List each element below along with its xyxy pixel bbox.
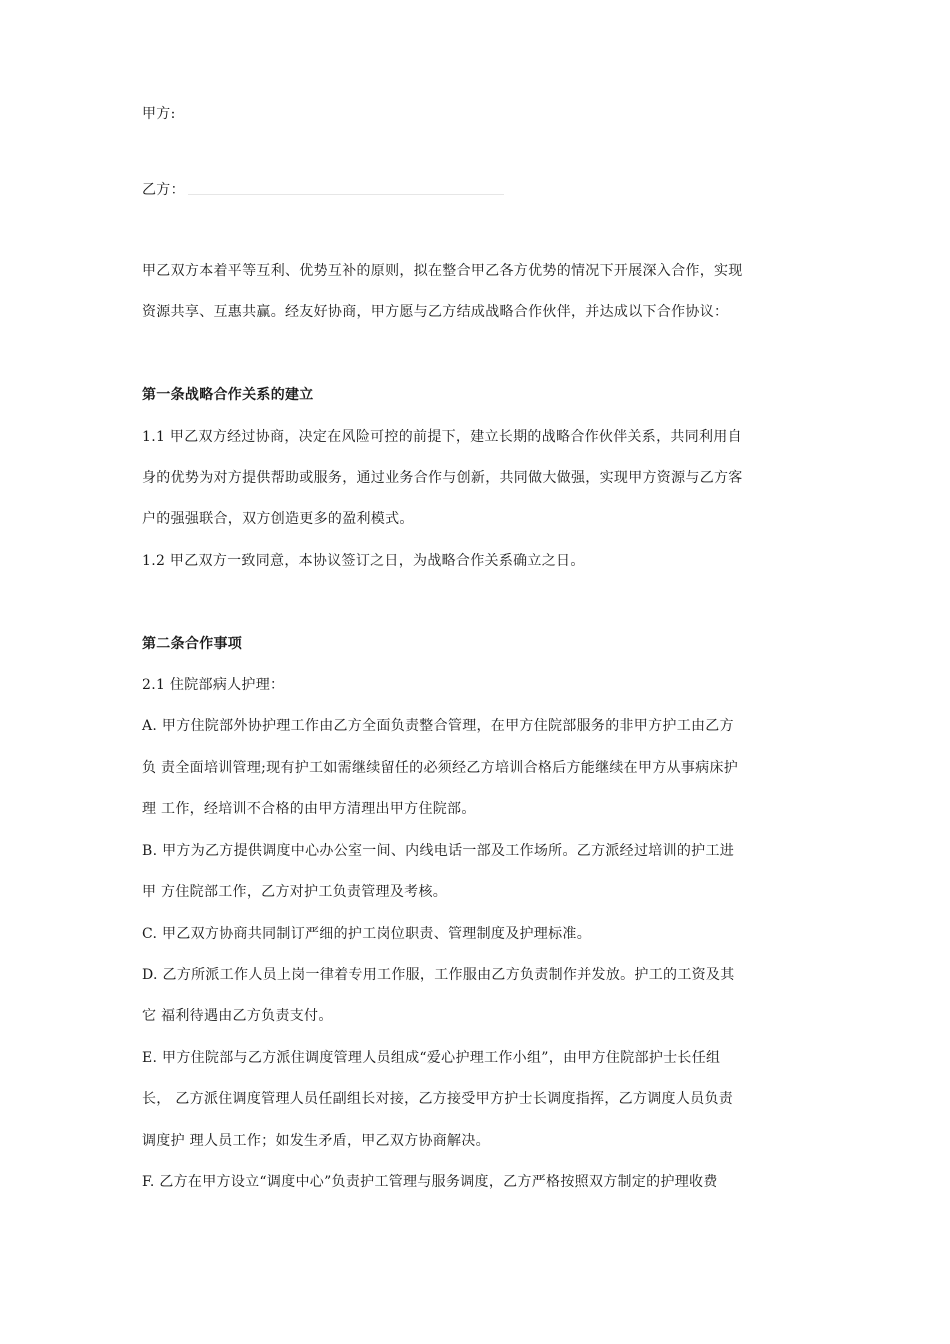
- item-e-line-3: 调度护 理人员工作；如发生矛盾，甲乙双方协商解决。: [142, 1133, 490, 1149]
- item-d-line-2: 它 福利待遇由乙方负责支付。: [142, 1008, 333, 1024]
- item-b-line-1: B. 甲方为乙方提供调度中心办公室一间、内线电话一部及工作场所。乙方派经过培训的护工进: [142, 843, 735, 859]
- clause-1-1-line-1: 1.1 甲乙双方经过协商，决定在风险可控的前提下，建立长期的战略合作伙伴关系，共同利用自: [142, 429, 742, 445]
- item-a-line-2: 负 责全面培训管理;现有护工如需继续留任的必须经乙方培训合格后方能继续在甲方从事病床护: [142, 760, 739, 776]
- party-b-label: 乙方：: [142, 182, 185, 198]
- clause-1-2: 1.2 甲乙双方一致同意，本协议签订之日，为战略合作关系确立之日。: [142, 553, 585, 569]
- article-1-title: 第一条战略合作关系的建立: [142, 387, 314, 403]
- party-b-blank-line: [188, 194, 504, 195]
- item-a-line-1: A. 甲方住院部外协护理工作由乙方全面负责整合管理，在甲方住院部服务的非甲方护工由乙方: [142, 718, 734, 734]
- item-d-line-1: D. 乙方所派工作人员上岗一律着专用工作服，工作服由乙方负责制作并发放。护工的工资及其: [142, 967, 735, 983]
- clause-1-1-line-3: 户的强强联合，双方创造更多的盈利模式。: [142, 511, 414, 527]
- item-e-line-1: E. 甲方住院部与乙方派住调度管理人员组成“爱心护理工作小组”，由甲方住院部护士长任组: [142, 1050, 721, 1066]
- article-2-title: 第二条合作事项: [142, 636, 243, 652]
- item-f-line-1: F. 乙方在甲方设立“调度中心”负责护工管理与服务调度，乙方严格按照双方制定的护理收费: [142, 1174, 718, 1190]
- item-a-line-3: 理 工作，经培训不合格的由甲方清理出甲方住院部。: [142, 801, 476, 817]
- intro-line-1: 甲乙双方本着平等互利、优势互补的原则，拟在整合甲乙各方优势的情况下开展深入合作，实现: [142, 263, 743, 279]
- intro-line-2: 资源共享、互惠共赢。经友好协商，甲方愿与乙方结成战略合作伙伴，并达成以下合作协议：: [142, 304, 729, 320]
- item-c: C. 甲乙双方协商共同制订严细的护工岗位职责、管理制度及护理标准。: [142, 926, 592, 942]
- clause-1-1-line-2: 身的优势为对方提供帮助或服务，通过业务合作与创新，共同做大做强，实现甲方资源与乙方客: [142, 470, 743, 486]
- clause-2-1: 2.1 住院部病人护理：: [142, 677, 285, 693]
- item-b-line-2: 甲 方住院部工作，乙方对护工负责管理及考核。: [142, 884, 448, 900]
- item-e-line-2: 长， 乙方派住调度管理人员任副组长对接，乙方接受甲方护士长调度指挥，乙方调度人员负责: [142, 1091, 734, 1107]
- party-a-label: 甲方:: [142, 106, 176, 122]
